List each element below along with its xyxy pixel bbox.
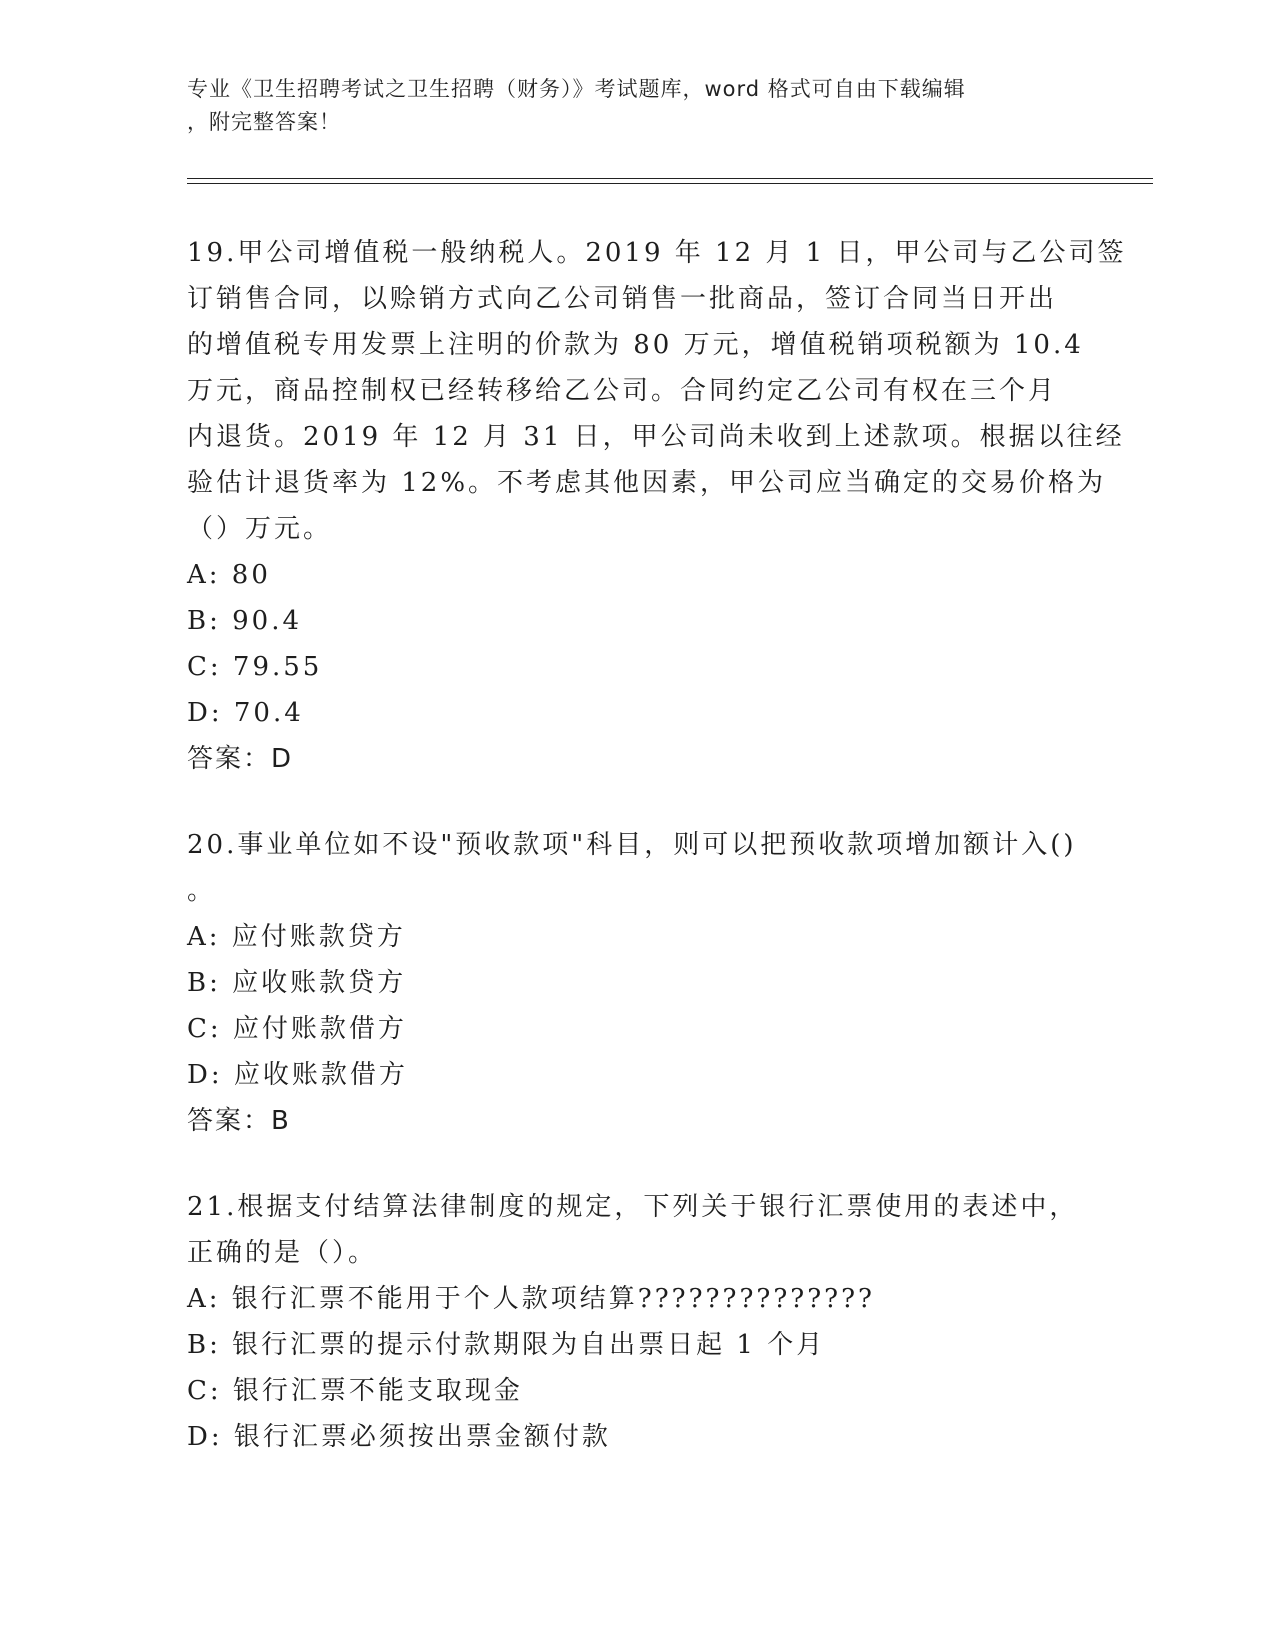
question-20 (187, 822, 1087, 1144)
document-header (187, 73, 1067, 139)
option-c: C: 79.55 (187, 652, 323, 682)
question-text-line: 万元，商品控制权已经转移给乙公司。合同约定乙公司有权在三个月 (187, 376, 1058, 406)
header-line-1: 专业《卫生招聘考试之卫生招聘（财务）》考试题库，word 格式可自由下载编辑 (187, 77, 966, 101)
option-d: D: 70.4 (187, 698, 304, 728)
question-text-line: 内退货。2019 年 12 月 31 日，甲公司尚未收到上述款项。根据以往经 (187, 422, 1125, 452)
question-19 (187, 230, 1127, 782)
option-a: A: 银行汇票不能用于个人款项结算?????????????? (187, 1284, 875, 1314)
question-text-line: 20.事业单位如不设"预收款项"科目，则可以把预收款项增加额计入() (187, 830, 1077, 860)
answer-line: 答案：B (187, 1106, 291, 1136)
question-text-line: 正确的是（）。 (187, 1238, 378, 1268)
option-c: C: 应付账款借方 (187, 1014, 407, 1044)
question-text-line: 。 (187, 876, 217, 906)
option-b: B: 90.4 (187, 606, 303, 636)
question-text-line: （）万元。 (187, 514, 333, 544)
header-rule-bottom (187, 183, 1153, 184)
option-b: B: 银行汇票的提示付款期限为自出票日起 1 个月 (187, 1330, 826, 1360)
option-d: D: 银行汇票必须按出票金额付款 (187, 1422, 611, 1452)
question-text-line: 19.甲公司增值税一般纳税人。2019 年 12 月 1 日，甲公司与乙公司签 (187, 238, 1127, 268)
option-c: C: 银行汇票不能支取现金 (187, 1376, 523, 1406)
option-b: B: 应收账款贷方 (187, 968, 407, 998)
question-text-line: 21.根据支付结算法律制度的规定，下列关于银行汇票使用的表述中， (187, 1192, 1079, 1222)
option-a: A: 应付账款贷方 (187, 922, 406, 952)
question-list (187, 230, 1127, 1460)
header-line-2: ，附完整答案！ (187, 110, 341, 134)
question-spacer (187, 1144, 1087, 1184)
question-text-line: 的增值税专用发票上注明的价款为 80 万元，增值税销项税额为 10.4 (187, 330, 1084, 360)
header-rule-top (187, 178, 1153, 179)
answer-line: 答案：D (187, 744, 294, 774)
option-d: D: 应收账款借方 (187, 1060, 408, 1090)
question-text-line: 验估计退货率为 12%。不考虑其他因素，甲公司应当确定的交易价格为 (187, 468, 1107, 498)
question-text-line: 订销售合同，以赊销方式向乙公司销售一批商品，签订合同当日开出 (187, 284, 1058, 314)
question-21 (187, 1184, 1087, 1460)
option-a: A: 80 (187, 560, 271, 590)
question-spacer (187, 782, 1087, 822)
